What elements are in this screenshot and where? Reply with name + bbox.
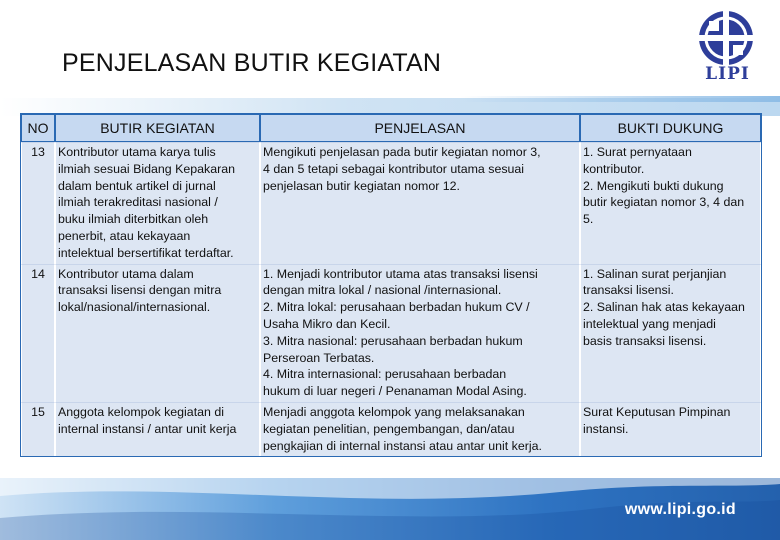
cell-text-line: Kontributor utama dalam <box>58 266 194 281</box>
cell-text-line: Anggota kelompok kegiatan di <box>58 404 225 419</box>
cell-text-line: basis transaksi lisensi. <box>583 333 707 348</box>
cell-text-line: 2. Mitra lokal: perusahaan berbadan hukum CV / <box>263 300 530 315</box>
cell-text-line: Surat Keputusan Pimpinan <box>583 404 731 419</box>
cell-text-line: 4 dan 5 tetapi sebagai kontributor utama sesuai <box>263 161 525 176</box>
cell-text-line: pengkajian di internal instansi atau antar unit kerja. <box>263 438 542 453</box>
header-penjelasan: PENJELASAN <box>260 114 580 142</box>
penjelasan-cell <box>260 142 580 264</box>
cell-text-line: penerbit, atau kekayaan <box>58 228 191 243</box>
cell-text-line: intelektual bersertifikat terdaftar. <box>58 245 234 260</box>
cell-text-line: 1. Salinan surat perjanjian <box>583 266 727 281</box>
cell-text-line: instansi. <box>583 421 629 436</box>
cell-text-line: 2. Mengikuti bukti dukung <box>583 178 724 193</box>
cell-text-line: hukum di luar negeri / Penanaman Modal Asing. <box>263 384 527 399</box>
bukti-dukung-cell <box>580 264 761 402</box>
cell-text-line: dengan mitra lokal / nasional /internasional. <box>263 283 502 298</box>
cell-text-line: penjelasan butir kegiatan nomor 12. <box>263 178 461 193</box>
cell-text-line: 1. Surat pernyataan <box>583 145 692 159</box>
cell-text-line: transaksi lisensi. <box>583 283 674 298</box>
cell-text-line: intelektual yang menjadi <box>583 316 716 331</box>
cell-text-line: internal instansi / antar unit kerja <box>58 421 237 436</box>
penjelasan-cell <box>260 264 580 402</box>
cell-text-line: kegiatan penelitian, pengembangan, dan/atau <box>263 421 515 436</box>
butir-kegiatan-cell <box>55 142 260 264</box>
row-number: 15 <box>21 402 55 456</box>
cell-text-line: Usaha Mikro dan Kecil. <box>263 316 391 331</box>
bukti-dukung-cell <box>580 142 761 264</box>
table-row <box>21 142 761 264</box>
bukti-dukung-cell <box>580 402 761 456</box>
cell-text-line: 2. Salinan hak atas kekayaan <box>583 300 745 315</box>
logo-text: LIPI <box>705 64 750 84</box>
row-number: 14 <box>21 264 55 402</box>
cell-text-line: 3. Mitra nasional: perusahaan berbadan hukum <box>263 333 523 348</box>
penjelasan-cell <box>260 402 580 456</box>
butir-kegiatan-table <box>20 113 762 457</box>
cell-text-line: buku ilmiah diterbitkan oleh <box>58 212 209 227</box>
butir-kegiatan-cell <box>55 264 260 402</box>
cell-text-line: 1. Menjadi kontributor utama atas transaksi lisensi <box>263 266 538 281</box>
table-row <box>21 402 761 456</box>
cell-text-line: butir kegiatan nomor 3, 4 dan <box>583 195 745 210</box>
table-header-row <box>21 114 761 142</box>
header-bukti-dukung: BUKTI DUKUNG <box>580 114 761 142</box>
table-row <box>21 264 761 402</box>
header-butir-kegiatan: BUTIR KEGIATAN <box>55 114 260 142</box>
header-no: NO <box>21 114 55 142</box>
cell-text-line: dalam bentuk artikel di jurnal <box>58 178 216 193</box>
cell-text-line: kontributor. <box>583 161 645 176</box>
butir-kegiatan-cell <box>55 402 260 456</box>
cell-text-line: 4. Mitra internasional: perusahaan berbadan <box>263 367 507 382</box>
row-number: 13 <box>21 142 55 264</box>
cell-text-line: Perseroan Terbatas. <box>263 350 375 365</box>
cell-text-line: lokal/nasional/internasional. <box>58 300 211 315</box>
cell-text-line: ilmiah sesuai Bidang Kepakaran <box>58 161 236 176</box>
cell-text-line: Menjadi anggota kelompok yang melaksanakan <box>263 404 525 419</box>
cell-text-line: Mengikuti penjelasan pada butir kegiatan nomor 3, <box>263 145 541 159</box>
decorative-band-accent <box>460 96 780 102</box>
slide-title: PENJELASAN BUTIR KEGIATAN <box>62 49 442 77</box>
cell-text-line: 5. <box>583 212 594 227</box>
footer-url[interactable]: www.lipi.go.id <box>624 501 736 518</box>
cell-text-line: transaksi lisensi dengan mitra <box>58 283 222 298</box>
cell-text-line: ilmiah terakreditasi nasional / <box>58 195 218 210</box>
cell-text-line: Kontributor utama karya tulis <box>58 145 216 159</box>
